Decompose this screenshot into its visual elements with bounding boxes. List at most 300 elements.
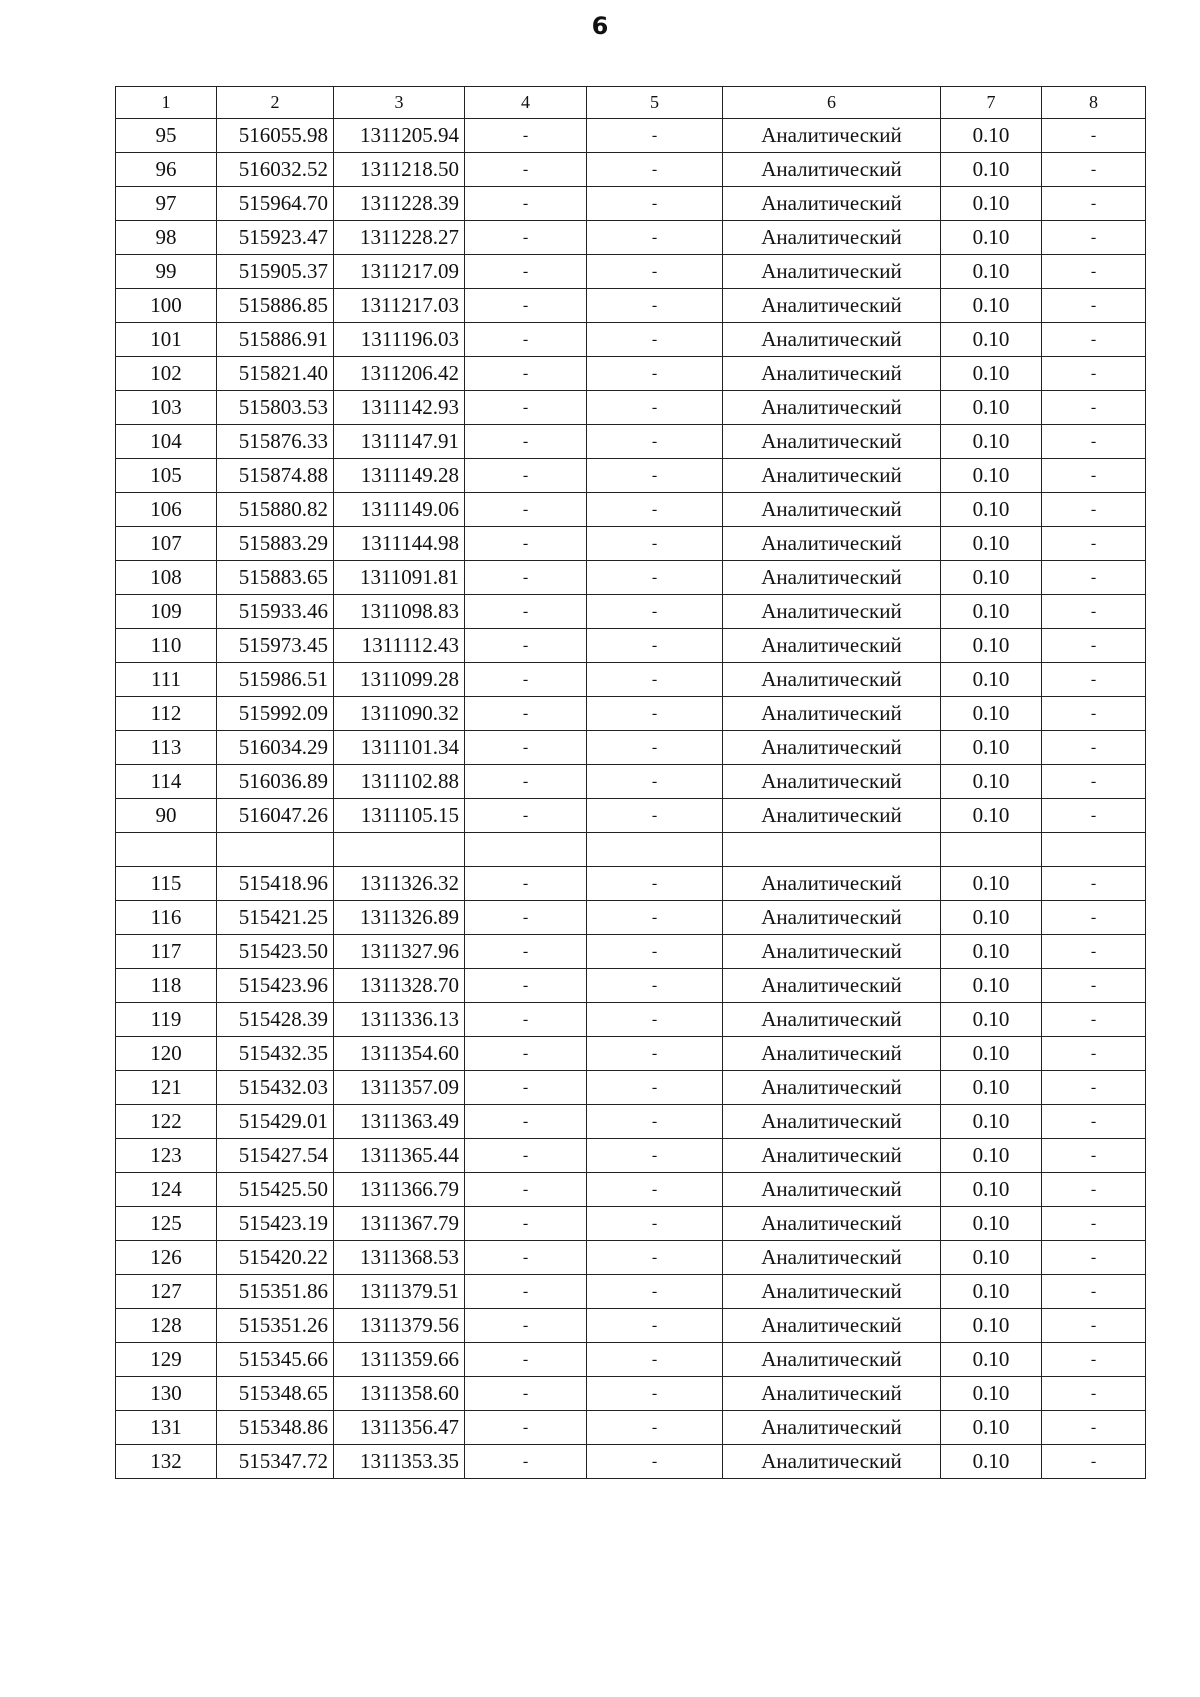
- table-cell: 515803.53: [217, 391, 334, 425]
- table-cell: 0.10: [941, 1037, 1042, 1071]
- table-cell: -: [587, 1241, 723, 1275]
- table-cell: -: [1042, 357, 1146, 391]
- table-cell: -: [587, 1037, 723, 1071]
- table-cell: -: [1042, 153, 1146, 187]
- table-cell: 100: [116, 289, 217, 323]
- table-cell: 125: [116, 1207, 217, 1241]
- table-cell: 0.10: [941, 969, 1042, 1003]
- table-cell: Аналитический: [723, 357, 941, 391]
- table-cell: [465, 833, 587, 867]
- table-cell: 0.10: [941, 391, 1042, 425]
- table-cell: 1311356.47: [334, 1411, 465, 1445]
- table-cell: -: [1042, 425, 1146, 459]
- table-row: [116, 765, 1146, 799]
- table-cell: [1042, 833, 1146, 867]
- table-cell: 0.10: [941, 629, 1042, 663]
- table-cell: 515345.66: [217, 1343, 334, 1377]
- table-cell: -: [465, 527, 587, 561]
- table-cell: [334, 833, 465, 867]
- table-cell: -: [465, 221, 587, 255]
- table-cell: 515876.33: [217, 425, 334, 459]
- table-cell: Аналитический: [723, 1105, 941, 1139]
- table-cell: Аналитический: [723, 1207, 941, 1241]
- table-cell: [587, 833, 723, 867]
- table-cell: -: [1042, 1071, 1146, 1105]
- table-cell: -: [1042, 459, 1146, 493]
- table-cell: -: [1042, 1275, 1146, 1309]
- table-cell: 0.10: [941, 935, 1042, 969]
- table-cell: Аналитический: [723, 1037, 941, 1071]
- table-cell: -: [465, 1275, 587, 1309]
- table-cell: 0.10: [941, 1241, 1042, 1275]
- table-cell: -: [1042, 1037, 1146, 1071]
- table-cell: Аналитический: [723, 1377, 941, 1411]
- table-row: [116, 1003, 1146, 1037]
- table-cell: -: [587, 425, 723, 459]
- table-row: [116, 629, 1146, 663]
- table-cell: -: [587, 799, 723, 833]
- table-row: [116, 1173, 1146, 1207]
- table-cell: 115: [116, 867, 217, 901]
- table-cell: -: [1042, 493, 1146, 527]
- table-cell: 114: [116, 765, 217, 799]
- table-row: [116, 1105, 1146, 1139]
- table-cell: 515347.72: [217, 1445, 334, 1479]
- table-cell: 1311365.44: [334, 1139, 465, 1173]
- table-cell: 109: [116, 595, 217, 629]
- table-cell: -: [587, 867, 723, 901]
- table-cell: 0.10: [941, 425, 1042, 459]
- table-cell: 515874.88: [217, 459, 334, 493]
- table-cell: -: [465, 731, 587, 765]
- table-cell: 0.10: [941, 1445, 1042, 1479]
- table-cell: -: [465, 901, 587, 935]
- table-body: [116, 119, 1146, 1479]
- table-row: [116, 867, 1146, 901]
- table-row: [116, 731, 1146, 765]
- table-cell: 515886.85: [217, 289, 334, 323]
- table-cell: -: [587, 901, 723, 935]
- table-row: [116, 1037, 1146, 1071]
- table-cell: 515821.40: [217, 357, 334, 391]
- table-cell: 0.10: [941, 1377, 1042, 1411]
- table-row: [116, 153, 1146, 187]
- table-cell: -: [587, 527, 723, 561]
- table-cell: 1311379.56: [334, 1309, 465, 1343]
- table-cell: -: [465, 935, 587, 969]
- table-cell: 107: [116, 527, 217, 561]
- table-cell: 117: [116, 935, 217, 969]
- table-cell: -: [587, 1003, 723, 1037]
- table-cell: -: [465, 255, 587, 289]
- table-cell: 516032.52: [217, 153, 334, 187]
- table-row: [116, 493, 1146, 527]
- table-cell: -: [1042, 323, 1146, 357]
- table-cell: Аналитический: [723, 187, 941, 221]
- table-cell: 1311336.13: [334, 1003, 465, 1037]
- table-cell: -: [465, 187, 587, 221]
- table-cell: Аналитический: [723, 1411, 941, 1445]
- table-cell: -: [465, 595, 587, 629]
- table-cell: 1311366.79: [334, 1173, 465, 1207]
- table-cell: 0.10: [941, 289, 1042, 323]
- table-cell: -: [1042, 1445, 1146, 1479]
- table-cell: 1311147.91: [334, 425, 465, 459]
- table-cell: -: [587, 1411, 723, 1445]
- table-cell: 102: [116, 357, 217, 391]
- table-cell: -: [1042, 391, 1146, 425]
- table-cell: 1311328.70: [334, 969, 465, 1003]
- table-cell: 118: [116, 969, 217, 1003]
- table-cell: 1311144.98: [334, 527, 465, 561]
- table-cell: 105: [116, 459, 217, 493]
- table-cell: -: [465, 1377, 587, 1411]
- table-cell: 111: [116, 663, 217, 697]
- table-row: [116, 1309, 1146, 1343]
- column-header: 1: [116, 87, 217, 119]
- table-cell: 122: [116, 1105, 217, 1139]
- table-cell: 516055.98: [217, 119, 334, 153]
- table-cell: Аналитический: [723, 595, 941, 629]
- table-cell: 1311105.15: [334, 799, 465, 833]
- table-cell: -: [587, 1377, 723, 1411]
- table-cell: 0.10: [941, 1071, 1042, 1105]
- table-cell: 0.10: [941, 221, 1042, 255]
- table-row: [116, 357, 1146, 391]
- table-cell: -: [1042, 561, 1146, 595]
- table-cell: 90: [116, 799, 217, 833]
- table-cell: 0.10: [941, 119, 1042, 153]
- table-cell: 1311358.60: [334, 1377, 465, 1411]
- table-cell: -: [587, 1139, 723, 1173]
- table-row: [116, 833, 1146, 867]
- table-cell: -: [465, 425, 587, 459]
- table-row: [116, 1207, 1146, 1241]
- table-cell: 1311090.32: [334, 697, 465, 731]
- table-cell: -: [1042, 629, 1146, 663]
- table-cell: 1311368.53: [334, 1241, 465, 1275]
- table-cell: Аналитический: [723, 629, 941, 663]
- table-cell: -: [587, 1445, 723, 1479]
- table-cell: 116: [116, 901, 217, 935]
- table-cell: -: [1042, 1309, 1146, 1343]
- table-cell: -: [465, 765, 587, 799]
- table-cell: 515883.65: [217, 561, 334, 595]
- table-cell: 1311218.50: [334, 153, 465, 187]
- table-cell: -: [587, 1309, 723, 1343]
- table-cell: Аналитический: [723, 289, 941, 323]
- table-cell: 1311357.09: [334, 1071, 465, 1105]
- table-cell: -: [465, 1071, 587, 1105]
- table-cell: -: [1042, 1139, 1146, 1173]
- column-header: 4: [465, 87, 587, 119]
- table-cell: -: [465, 1139, 587, 1173]
- table-row: [116, 595, 1146, 629]
- table-cell: -: [1042, 1207, 1146, 1241]
- table-cell: 113: [116, 731, 217, 765]
- column-header: 6: [723, 87, 941, 119]
- table-cell: Аналитический: [723, 255, 941, 289]
- table-cell: Аналитический: [723, 459, 941, 493]
- table-cell: 0.10: [941, 323, 1042, 357]
- table-cell: Аналитический: [723, 1343, 941, 1377]
- table-cell: -: [1042, 221, 1146, 255]
- table-cell: 515973.45: [217, 629, 334, 663]
- table-cell: 515423.19: [217, 1207, 334, 1241]
- table-cell: 515933.46: [217, 595, 334, 629]
- table-row: [116, 1241, 1146, 1275]
- table-cell: 515420.22: [217, 1241, 334, 1275]
- table-cell: -: [587, 1275, 723, 1309]
- table-cell: 1311379.51: [334, 1275, 465, 1309]
- table-cell: 0.10: [941, 867, 1042, 901]
- table-cell: 0.10: [941, 1003, 1042, 1037]
- table-row: [116, 323, 1146, 357]
- table-row: [116, 1139, 1146, 1173]
- table-row: [116, 1343, 1146, 1377]
- table-row: [116, 221, 1146, 255]
- table-cell: [116, 833, 217, 867]
- table-cell: 1311326.89: [334, 901, 465, 935]
- table-cell: -: [1042, 731, 1146, 765]
- table-cell: 515427.54: [217, 1139, 334, 1173]
- table-cell: -: [465, 1173, 587, 1207]
- table-cell: -: [587, 1343, 723, 1377]
- table-cell: 103: [116, 391, 217, 425]
- table-cell: 130: [116, 1377, 217, 1411]
- table-cell: 515923.47: [217, 221, 334, 255]
- column-header: 2: [217, 87, 334, 119]
- table-cell: 0.10: [941, 663, 1042, 697]
- table-cell: Аналитический: [723, 323, 941, 357]
- table-row: [116, 697, 1146, 731]
- table-cell: 0.10: [941, 1411, 1042, 1445]
- table-cell: 0.10: [941, 493, 1042, 527]
- table-cell: 0.10: [941, 357, 1042, 391]
- table-cell: 515348.65: [217, 1377, 334, 1411]
- table-cell: 515905.37: [217, 255, 334, 289]
- table-cell: -: [587, 459, 723, 493]
- table-row: [116, 561, 1146, 595]
- table-cell: -: [1042, 663, 1146, 697]
- table-cell: 120: [116, 1037, 217, 1071]
- table-cell: 515432.35: [217, 1037, 334, 1071]
- table-cell: -: [465, 1207, 587, 1241]
- column-header: 8: [1042, 87, 1146, 119]
- table-cell: -: [1042, 595, 1146, 629]
- table-cell: -: [465, 459, 587, 493]
- table-cell: -: [1042, 901, 1146, 935]
- page-number: 6: [591, 12, 609, 40]
- table-cell: 131: [116, 1411, 217, 1445]
- table-cell: 0.10: [941, 697, 1042, 731]
- table-row: [116, 1275, 1146, 1309]
- table-cell: -: [1042, 765, 1146, 799]
- table-cell: 516047.26: [217, 799, 334, 833]
- table-cell: Аналитический: [723, 1445, 941, 1479]
- table-cell: -: [587, 935, 723, 969]
- table-cell: 112: [116, 697, 217, 731]
- table-cell: Аналитический: [723, 1173, 941, 1207]
- table-cell: Аналитический: [723, 391, 941, 425]
- table-cell: 0.10: [941, 1207, 1042, 1241]
- table-cell: -: [587, 1207, 723, 1241]
- table-cell: -: [587, 629, 723, 663]
- table-cell: 515992.09: [217, 697, 334, 731]
- table-cell: -: [587, 289, 723, 323]
- table-cell: -: [587, 765, 723, 799]
- table-cell: Аналитический: [723, 697, 941, 731]
- table-row: [116, 901, 1146, 935]
- table-cell: 1311353.35: [334, 1445, 465, 1479]
- table-cell: Аналитический: [723, 969, 941, 1003]
- table-cell: -: [587, 357, 723, 391]
- table-cell: -: [465, 153, 587, 187]
- table-cell: -: [465, 1343, 587, 1377]
- table-cell: 515428.39: [217, 1003, 334, 1037]
- table-cell: 101: [116, 323, 217, 357]
- table-cell: 1311359.66: [334, 1343, 465, 1377]
- table-cell: 1311098.83: [334, 595, 465, 629]
- table-row: [116, 527, 1146, 561]
- table-cell: 0.10: [941, 527, 1042, 561]
- table-cell: 1311228.27: [334, 221, 465, 255]
- table-cell: Аналитический: [723, 527, 941, 561]
- table-cell: -: [1042, 935, 1146, 969]
- table-cell: 515421.25: [217, 901, 334, 935]
- table-cell: 1311112.43: [334, 629, 465, 663]
- table-cell: 515425.50: [217, 1173, 334, 1207]
- table-cell: -: [465, 323, 587, 357]
- table-cell: 0.10: [941, 1275, 1042, 1309]
- table-cell: 515886.91: [217, 323, 334, 357]
- table-cell: 515432.03: [217, 1071, 334, 1105]
- table-row: [116, 969, 1146, 1003]
- table-cell: -: [465, 289, 587, 323]
- table-cell: [217, 833, 334, 867]
- table-cell: -: [587, 119, 723, 153]
- table-cell: -: [465, 493, 587, 527]
- table-cell: 127: [116, 1275, 217, 1309]
- table-cell: 515351.86: [217, 1275, 334, 1309]
- table-cell: 1311142.93: [334, 391, 465, 425]
- table-cell: 1311091.81: [334, 561, 465, 595]
- table-cell: -: [1042, 289, 1146, 323]
- table-cell: -: [587, 391, 723, 425]
- table-cell: -: [465, 799, 587, 833]
- table-cell: -: [1042, 1105, 1146, 1139]
- table-cell: -: [587, 1173, 723, 1207]
- table-cell: 515351.26: [217, 1309, 334, 1343]
- table-row: [116, 1377, 1146, 1411]
- table-cell: 121: [116, 1071, 217, 1105]
- table-row: [116, 459, 1146, 493]
- table-cell: 0.10: [941, 459, 1042, 493]
- column-header: 7: [941, 87, 1042, 119]
- table-cell: 0.10: [941, 187, 1042, 221]
- table-cell: 0.10: [941, 1173, 1042, 1207]
- table-cell: 108: [116, 561, 217, 595]
- table-cell: -: [465, 1309, 587, 1343]
- table-cell: 515986.51: [217, 663, 334, 697]
- table-cell: -: [465, 1105, 587, 1139]
- table-cell: 1311149.06: [334, 493, 465, 527]
- table-cell: -: [465, 969, 587, 1003]
- table-row: [116, 425, 1146, 459]
- table-cell: 1311101.34: [334, 731, 465, 765]
- table-cell: -: [1042, 1173, 1146, 1207]
- table-cell: -: [1042, 1377, 1146, 1411]
- table-cell: 515880.82: [217, 493, 334, 527]
- table-cell: Аналитический: [723, 493, 941, 527]
- table-cell: 132: [116, 1445, 217, 1479]
- table-cell: -: [1042, 697, 1146, 731]
- table-row: [116, 289, 1146, 323]
- table-cell: -: [1042, 1411, 1146, 1445]
- table-cell: -: [1042, 1003, 1146, 1037]
- table-cell: Аналитический: [723, 1071, 941, 1105]
- table-cell: -: [465, 391, 587, 425]
- table-row: [116, 1071, 1146, 1105]
- table-cell: -: [1042, 799, 1146, 833]
- table-cell: 1311326.32: [334, 867, 465, 901]
- table-cell: Аналитический: [723, 799, 941, 833]
- column-header: 5: [587, 87, 723, 119]
- table-cell: -: [465, 697, 587, 731]
- table-row: [116, 1411, 1146, 1445]
- table-cell: 516036.89: [217, 765, 334, 799]
- table-row: [116, 663, 1146, 697]
- table-cell: -: [465, 119, 587, 153]
- table-cell: -: [587, 221, 723, 255]
- table-cell: -: [587, 323, 723, 357]
- table-cell: 119: [116, 1003, 217, 1037]
- table-cell: Аналитический: [723, 1309, 941, 1343]
- table-cell: -: [1042, 255, 1146, 289]
- table-cell: -: [587, 731, 723, 765]
- table-cell: -: [587, 255, 723, 289]
- table-cell: Аналитический: [723, 1241, 941, 1275]
- table-cell: 126: [116, 1241, 217, 1275]
- table-cell: 104: [116, 425, 217, 459]
- table-cell: Аналитический: [723, 765, 941, 799]
- table-cell: 1311149.28: [334, 459, 465, 493]
- table-cell: -: [1042, 1343, 1146, 1377]
- table-cell: -: [1042, 969, 1146, 1003]
- table-cell: 515883.29: [217, 527, 334, 561]
- table-cell: 1311327.96: [334, 935, 465, 969]
- table-cell: -: [465, 1241, 587, 1275]
- table-cell: 0.10: [941, 1309, 1042, 1343]
- table-cell: -: [587, 1071, 723, 1105]
- table-cell: 96: [116, 153, 217, 187]
- table-cell: Аналитический: [723, 935, 941, 969]
- table-cell: 0.10: [941, 255, 1042, 289]
- table-cell: 1311228.39: [334, 187, 465, 221]
- table-cell: Аналитический: [723, 425, 941, 459]
- table-cell: -: [465, 1003, 587, 1037]
- table-cell: 0.10: [941, 1343, 1042, 1377]
- table-header-row: [116, 87, 1146, 119]
- table-cell: 0.10: [941, 1139, 1042, 1173]
- table-cell: Аналитический: [723, 901, 941, 935]
- table-cell: 515423.96: [217, 969, 334, 1003]
- table-cell: 1311217.09: [334, 255, 465, 289]
- table-cell: Аналитический: [723, 1139, 941, 1173]
- table-cell: -: [587, 969, 723, 1003]
- table-row: [116, 935, 1146, 969]
- table-row: [116, 1445, 1146, 1479]
